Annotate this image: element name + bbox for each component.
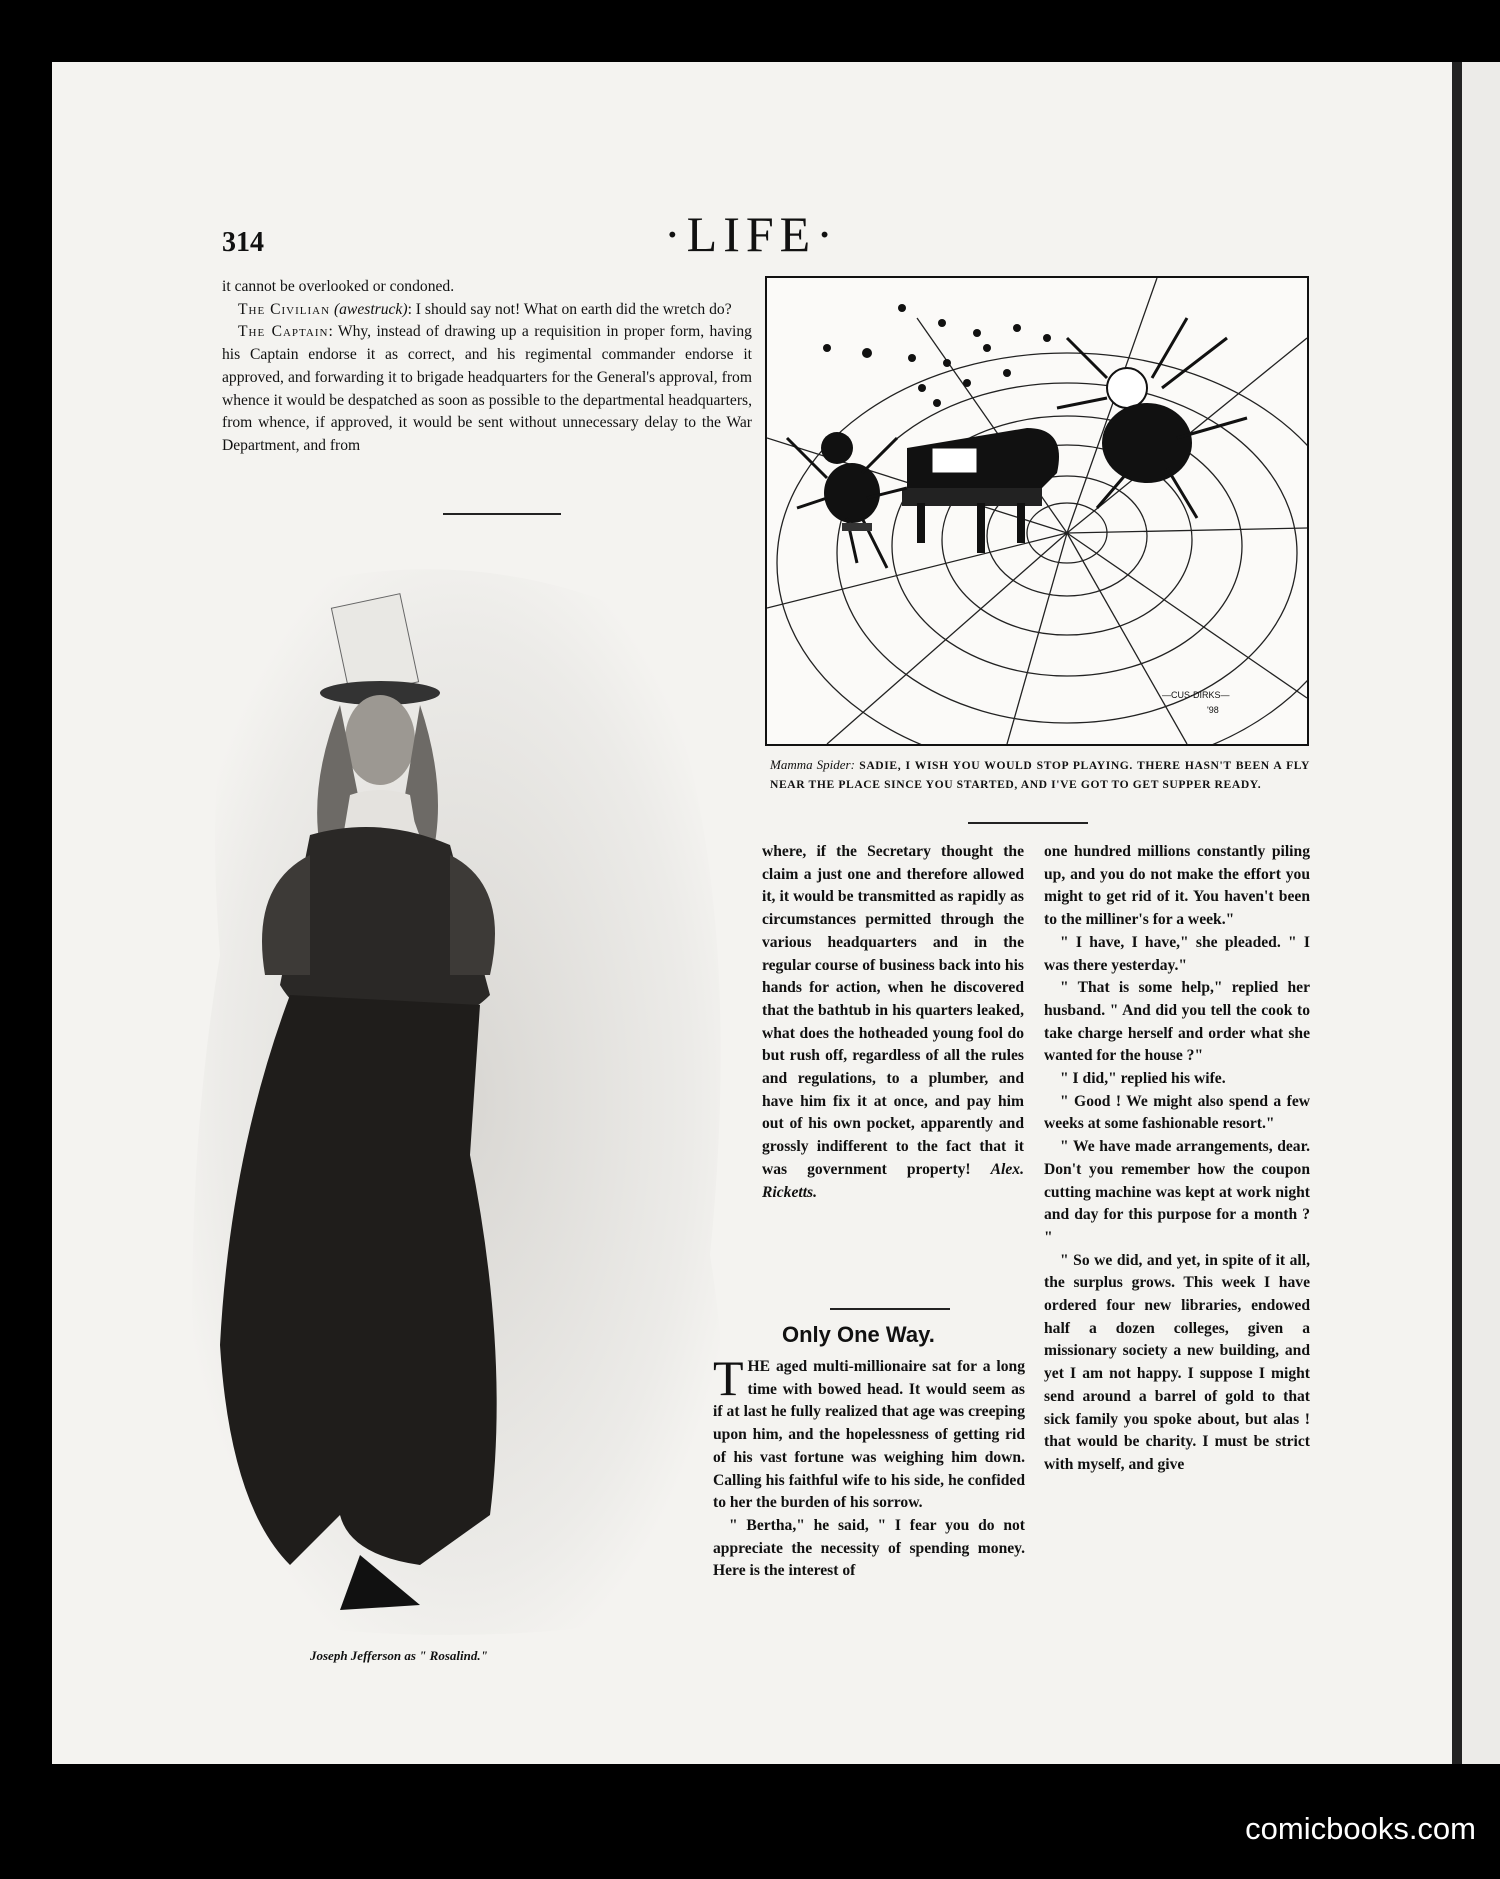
caption-text: SADIE, I WISH YOU WOULD STOP PLAYING. THERE HASN'T BEEN A FLY NEAR THE PLACE SINCE YOU STARTED, AND I'VE GOT TO GET SUPPER READY. <box>770 759 1311 791</box>
dialogue-text: : I should say not! What on earth did the wretch do? <box>407 300 732 318</box>
page-gutter <box>1452 62 1462 1764</box>
photo-caption: Joseph Jefferson as " Rosalind." <box>310 1648 488 1663</box>
spider-cartoon <box>765 276 1309 746</box>
paragraph <box>222 299 752 322</box>
drop-cap: T <box>713 1350 744 1406</box>
paragraph-text: where, if the Secretary thought the claim a just one and therefore allowed it, it would be transmitted as rapidly as circumstances permitted through the various headquarters and in the regular course of business back into his hands for action, when he discovered that the bathtub in his quarters leaked, what does the hotheaded young fool do but rush off, regardless of all the rules and regulations, to a plumber, and have him fix it at once, and pay him out of his own pocket, apparently and grossly indifferent to the fact that it was government property! <box>762 843 1024 1178</box>
photo-vignette <box>190 555 738 1640</box>
paragraph: " We have made arrangements, dear. Don't you remember how the coupon cutting machine was kept at work night and day for this purpose for a month ? " <box>1044 1138 1310 1246</box>
cartoon-year: '98 <box>1207 705 1219 715</box>
cartoonist-signature: —CUS·DIRKS— <box>1162 690 1230 700</box>
paragraph <box>713 1350 1025 1515</box>
paragraph: " So we did, and yet, in spite of it all, the surplus grows. This week I have ordered four new libraries, endowed half a dozen colleges, given a missionary society a new building, and yet I am not happy. I suppose I might send around a barrel of gold to that sick family you spoke about, but alas ! that would be charity. I must be strict with myself, and give <box>1044 1251 1310 1473</box>
paragraph <box>762 841 1024 1204</box>
cartoon-illustration <box>767 278 1307 744</box>
speaker-name: The Civilian <box>238 300 331 318</box>
story-column-one <box>713 1350 1025 1583</box>
site-watermark: comicbooks.com <box>1245 1811 1476 1846</box>
mamma-spider <box>1057 318 1247 518</box>
dialogue-text: : Why, instead of drawing up a requisition in proper form, having his Captain endorse it as correct, and his regimental commander endorse it approved, and forwarding it to brigade headquarters for the General's approval, from whence it would be despatched as soon as possible to the departmental headquarters, from whence, if approved, it would be sent without unnecessary delay to the War Department, and from <box>222 323 752 454</box>
section-divider <box>968 822 1088 824</box>
stage-direction: (awestruck) <box>333 300 408 318</box>
story-column-continuation <box>762 841 1024 1204</box>
page-number: 314 <box>222 227 264 258</box>
paragraph <box>222 321 752 457</box>
face <box>345 695 415 785</box>
paragraph: " I have, I have," she pleaded. " I was there yesterday." <box>1044 933 1310 974</box>
top-text-column <box>222 276 752 458</box>
paragraph-text: HE aged multi-millionaire sat for a long time with bowed head. It would seem as if at last he fully realized that age was creeping upon him, and the hopelessness of getting rid of his vast fortune was weighing him down. Calling his faithful wife to his side, he confided to her the burden of his sorrow. <box>713 1358 1025 1512</box>
piano <box>902 428 1059 553</box>
cartoon-caption <box>770 756 1310 794</box>
paragraph: one hundred millions constantly piling up, and you do not make the effort you might to get rid of it. You haven't been to the milliner's for a week." <box>1044 843 1310 929</box>
paragraph: " Bertha," he said, " I fear you do not appreciate the necessity of spending money. Here is the interest of <box>713 1516 1025 1580</box>
caption-speaker: Mamma Spider: <box>770 757 855 772</box>
section-divider <box>443 513 561 515</box>
masthead-title: ·LIFE· <box>664 206 839 262</box>
story-column-two <box>1044 841 1310 1477</box>
paragraph: " I did," replied his wife. <box>1060 1070 1226 1088</box>
actor-photograph <box>190 555 738 1640</box>
paragraph: it cannot be overlooked or condoned. <box>222 278 455 295</box>
page-header <box>222 205 1062 262</box>
speaker-name: The Captain <box>238 323 329 341</box>
author-signature: Alex. Ricketts. <box>762 1160 1024 1201</box>
sadie-spider <box>787 432 907 568</box>
paragraph: " Good ! We might also spend a few weeks at some fashionable resort." <box>1044 1092 1310 1133</box>
adjacent-page-edge <box>1462 62 1500 1764</box>
paragraph: " That is some help," replied her husband. " And did you tell the cook to take charge herself and order what she wanted for the house ?" <box>1044 979 1310 1065</box>
section-divider <box>830 1308 950 1310</box>
story-title: Only One Way. <box>782 1322 935 1347</box>
